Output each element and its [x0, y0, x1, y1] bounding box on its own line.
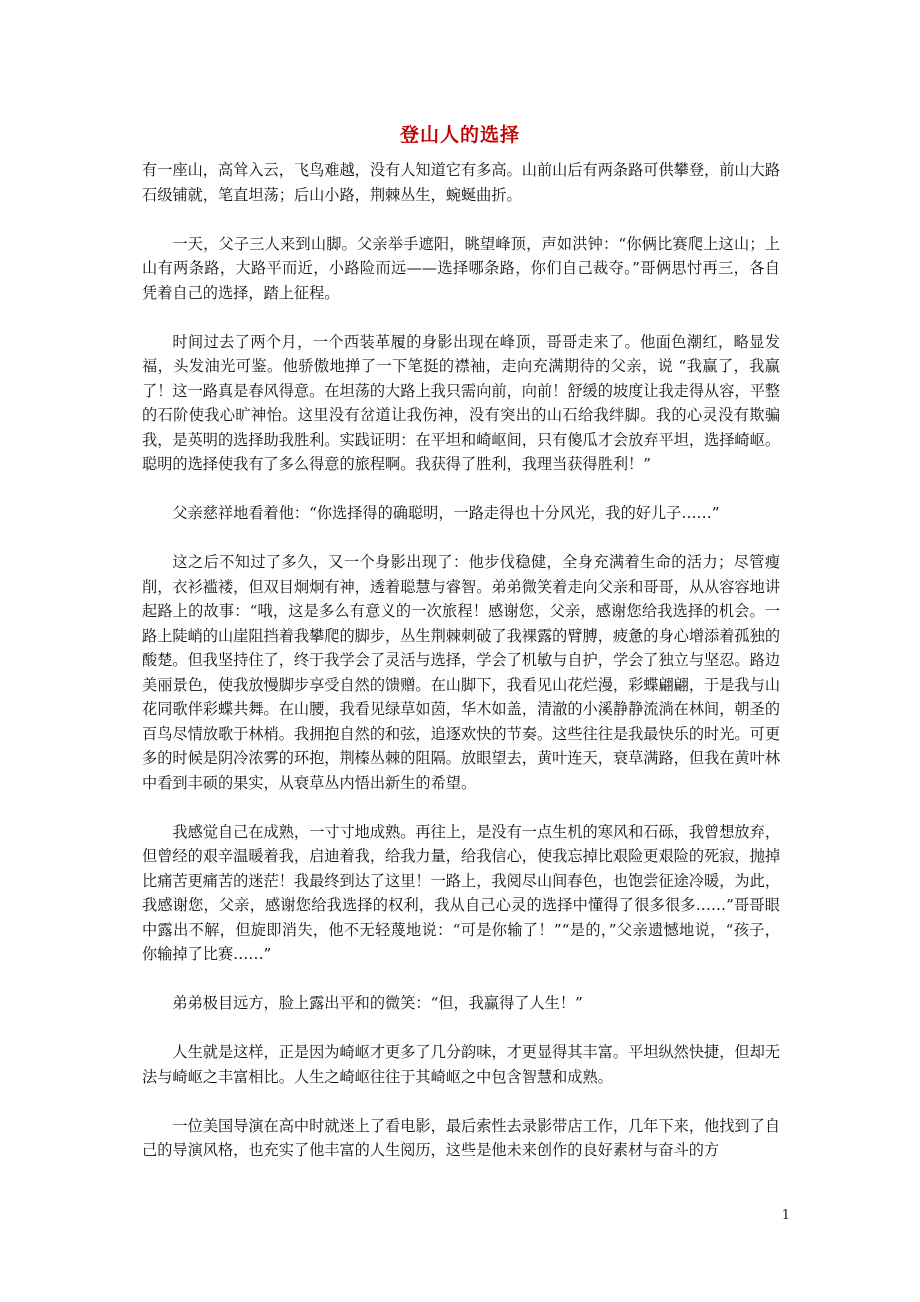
paragraph-4: 父亲慈祥地看着他：“你选择得的确聪明，一路走得也十分风光，我的好儿子……”	[172, 504, 720, 522]
paragraph-9: 一位美国导演在高中时就迷上了看电影，最后索性去录影带店工作，几年下来，他找到了自己的导演风格，也充实了他丰富的人生阅历，这些是他未来创作的良好素材与奋斗的方	[142, 1116, 780, 1159]
paragraph-6: 我感觉自己在成熟，一寸寸地成熟。再往上，是没有一点生机的寒风和石砾，我曾想放弃，但曾经的艰辛温暖着我，启迪着我，给我力量，给我信心，使我忘掉比艰险更艰险的死寂，抛掉比痛苦更痛苦的迷茫！我最终到达了这里！一路上，我阅尽山间春色，也饱尝征途冷暖，为此，我感谢您，父亲，感谢您给我选择的权利，我从自己心灵的选择中懂得了很多很多……”哥哥眼中露出不解，但旋即消失，他不无轻蔑地说：“可是你输了！”“是的，”父亲遗憾地说，“孩子，你输掉了比赛……”	[142, 822, 780, 963]
paragraph-7: 弟弟极目远方，脸上露出平和的微笑：“但，我赢得了人生！”	[172, 994, 583, 1012]
page-number: 1	[781, 1208, 790, 1223]
paragraph-8: 人生就是这样，正是因为崎岖才更多了几分韵味，才更显得其丰富。平坦纵然快捷，但却无法与崎岖之丰富相比。人生之崎岖往往于其崎岖之中包含智慧和成熟。	[142, 1043, 780, 1086]
document-body	[142, 158, 780, 1163]
document-title: 登山人的选择	[399, 124, 520, 146]
paragraph-5: 这之后不知过了多久，又一个身影出现了：他步伐稳健，全身充满着生命的活力；尽管瘦削，衣衫褴褛，但双目炯炯有神，透着聪慧与睿智。弟弟微笑着走向父亲和哥哥，从从容容地讲起路上的故事：“哦，这是多么有意义的一次旅程！感谢您，父亲，感谢您给我选择的机会。一路上陡峭的山崖阻挡着我攀爬的脚步，丛生荆棘刺破了我裸露的臂膊，疲惫的身心增添着孤独的酸楚。但我坚持住了，终于我学会了灵活与选择，学会了机敏与自护，学会了独立与坚忍。路边美丽景色，使我放慢脚步享受自然的馈赠。在山脚下，我看见山花烂漫，彩蝶翩翩，于是我与山花同歌伴彩蝶共舞。在山腰，我看见绿草如茵，华木如盖，清澈的小溪静静流淌在林间，朝圣的百鸟尽情放歌于林梢。我拥抱自然的和弦，追逐欢快的节奏。这些往往是我最快乐的时光。可更多的时候是阴冷浓雾的环抱，荆榛丛棘的阻隔。放眼望去，黄叶连天，衰草满路，但我在黄叶林中看到丰硕的果实，从衰草丛内悟出新生的希望。	[142, 553, 780, 792]
paragraph-1: 有一座山，高耸入云，飞鸟难越，没有人知道它有多高。山前山后有两条路可供攀登，前山大路石级铺就，笔直坦荡；后山小路，荆棘丛生，蜿蜒曲折。	[142, 161, 780, 204]
paragraph-2: 一天，父子三人来到山脚。父亲举手遮阳，眺望峰顶，声如洪钟：“你俩比赛爬上这山；上山有两条路，大路平而近，小路险而远——选择哪条路，你们自己裁夺。”哥俩思忖再三，各自凭着自己的选择，踏上征程。	[142, 234, 780, 302]
paragraph-3: 时间过去了两个月，一个西装革履的身影出现在峰顶，哥哥走来了。他面色潮红，略显发福，头发油光可鉴。他骄傲地掸了一下笔挺的襟袖，走向充满期待的父亲，说 “我赢了，我赢了！这一路真是春风得意。在坦荡的大路上我只需向前，向前！舒缓的坡度让我走得从容，平整的石阶使我心旷神怡。这里没有岔道让我伤神，没有突出的山石给我绊脚。我的心灵没有欺骗我，是英明的选择助我胜利。实践证明：在平坦和崎岖间，只有傻瓜才会放弃平坦，选择崎岖。聪明的选择使我有了多么得意的旅程啊。我获得了胜利，我理当获得胜利！”	[142, 332, 780, 473]
